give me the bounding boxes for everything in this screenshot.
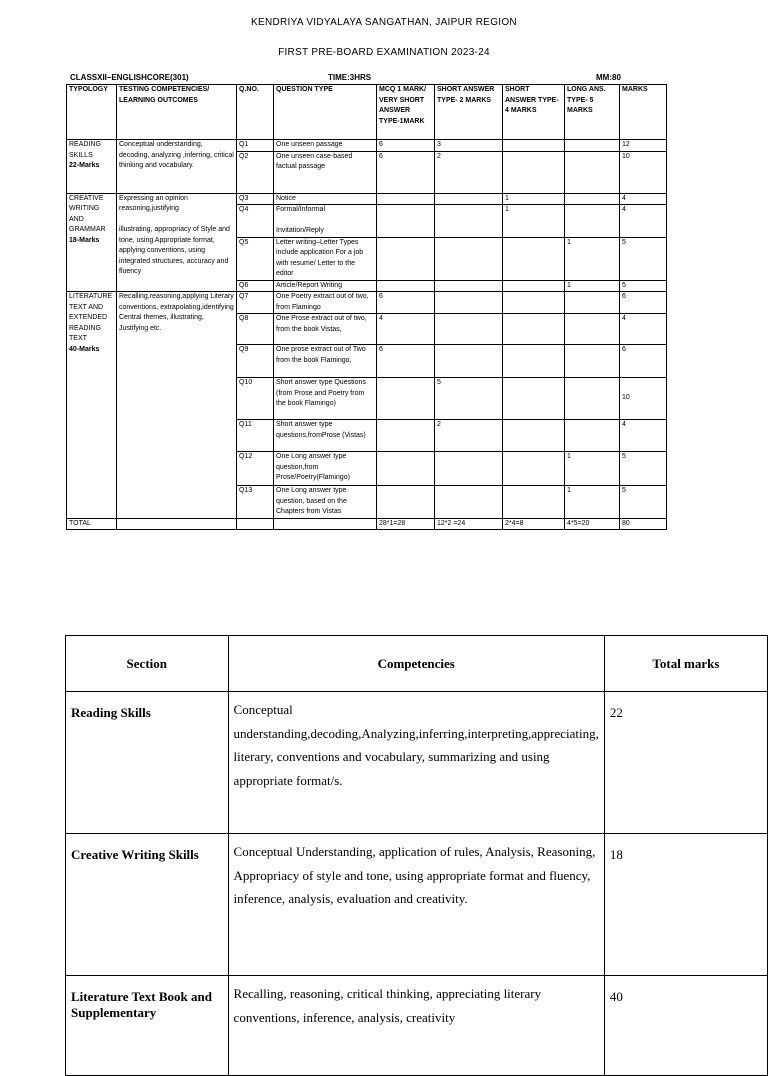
sa4-cell [503,140,565,152]
sa4-cell: 1 [503,193,565,205]
sa2-cell: 3 [435,140,503,152]
summary-header-row [66,636,768,692]
sa2-cell [435,205,503,238]
marks-cell: 10 [620,378,667,420]
la5-cell: 1 [565,486,620,519]
sa2-cell [435,486,503,519]
marks-cell: 4 [620,420,667,452]
la5-cell: 1 [565,280,620,292]
col-marks: MARKS [620,85,667,140]
mcq-cell [377,452,435,486]
sa2-cell [435,345,503,378]
sa4-cell [503,237,565,280]
marks-cell: 12 [620,140,667,152]
table-row [67,292,667,314]
typology-writing: CREATIVE WRITING AND GRAMMAR 18-Marks [67,193,117,292]
marks-cell: 10 [620,151,667,193]
qno-cell: Q10 [237,378,274,420]
col-sa2: SHORT ANSWER TYPE- 2 MARKS [435,85,503,140]
la5-cell: 1 [565,452,620,486]
qno-cell: Q11 [237,420,274,452]
sa2-cell [435,237,503,280]
sa4-cell [503,420,565,452]
total-empty [274,518,377,530]
la5-cell [565,314,620,345]
qno-cell: Q1 [237,140,274,152]
summary-section: Reading Skills [66,692,229,834]
sa4-cell [503,280,565,292]
total-empty [237,518,274,530]
la5-cell [565,292,620,314]
qno-cell: Q9 [237,345,274,378]
mcq-cell [377,420,435,452]
qtype-cell: One unseen case-based factual passage [274,151,377,193]
sa4-cell [503,452,565,486]
total-sa2: 12*2 =24 [435,518,503,530]
typology-reading: READING SKILLS 22-Marks [67,140,117,194]
col-testing: TESTING COMPETENCIES/ LEARNING OUTCOMES [117,85,237,140]
marks-cell: 4 [620,193,667,205]
sa4-cell: 1 [503,205,565,238]
sa2-cell [435,280,503,292]
qtype-cell: One Long answer type question,from Prose/Poetry(Flamingo) [274,452,377,486]
marks-cell: 5 [620,452,667,486]
mcq-cell [377,237,435,280]
total-la5: 4*5=20 [565,518,620,530]
blueprint-table [66,84,667,530]
summary-section: Literature Text Book and Supplementary [66,976,229,1076]
sa2-cell: 2 [435,151,503,193]
sa2-cell [435,193,503,205]
col-sa4: SHORT ANSWER TYPE-4 MARKS [503,85,565,140]
mcq-cell: 6 [377,151,435,193]
qtype-cell: One Poetry extract out of two, from Flamingo [274,292,377,314]
testing-writing: Expressing an opinion reasoning,justifying illustrating, appropriacy of Style and tone, using Appropriate format, applying conventions, using integrated structures, accuracy and fluency [117,193,237,292]
sa2-cell [435,292,503,314]
marks-cell: 4 [620,314,667,345]
summary-total: 18 [604,834,767,976]
sa4-cell [503,314,565,345]
marks-cell: 4 [620,205,667,238]
sa4-cell [503,486,565,519]
testing-literature: Recalling,reasoning,applying Literary conventions, extrapolating,identifying Central themes, illustrating, Justifying etc. [117,292,237,519]
sa2-cell [435,452,503,486]
total-row [67,518,667,530]
summary-row-literature [66,976,768,1076]
qno-cell: Q6 [237,280,274,292]
qno-cell: Q3 [237,193,274,205]
total-empty [117,518,237,530]
qno-cell: Q5 [237,237,274,280]
sa4-cell [503,378,565,420]
summary-competencies: Recalling, reasoning, critical thinking, appreciating literary conventions, inference, analysis, creativity [228,976,604,1076]
mcq-cell [377,205,435,238]
summary-row-writing [66,834,768,976]
sa4-cell [503,151,565,193]
mcq-cell [377,378,435,420]
marks-cell: 6 [620,292,667,314]
col-mcq: MCQ 1 MARK/ VERY SHORT ANSWER TYPE-1MARK [377,85,435,140]
summary-table [65,635,768,1076]
school-title: KENDRIYA VIDYALAYA SANGATHAN, JAIPUR REGION [251,17,517,28]
col-qno: Q.NO. [237,85,274,140]
marks-cell: 5 [620,237,667,280]
sa2-cell: 5 [435,378,503,420]
mcq-cell: 6 [377,292,435,314]
marks-cell: 6 [620,345,667,378]
mcq-cell [377,486,435,519]
sa2-cell [435,314,503,345]
qtype-cell: Formal/Informal Invitation/Reply [274,205,377,238]
summary-total: 22 [604,692,767,834]
sa4-cell [503,292,565,314]
qno-cell: Q4 [237,205,274,238]
typology-literature: LITERATURE TEXT AND EXTENDED READING TEXT 40-Marks [67,292,117,519]
mcq-cell: 6 [377,345,435,378]
sa2-cell: 2 [435,420,503,452]
sa4-cell [503,345,565,378]
total-label: TOTAL [67,518,117,530]
la5-cell [565,378,620,420]
qtype-cell: Short answer type Questions (from Prose and Poetry from the book Flamingo) [274,378,377,420]
marks-cell: 5 [620,486,667,519]
summary-col-section: Section [66,636,229,692]
qno-cell: Q7 [237,292,274,314]
col-typology: TYPOLOGY [67,85,117,140]
qno-cell: Q12 [237,452,274,486]
summary-total: 40 [604,976,767,1076]
la5-cell [565,193,620,205]
total-marks: 80 [620,518,667,530]
mcq-cell [377,280,435,292]
table-row [67,193,667,205]
mcq-cell: 4 [377,314,435,345]
qtype-cell: Article/Report Writing [274,280,377,292]
qtype-cell: One Long answer type question, based on the Chapters from Vistas [274,486,377,519]
qtype-cell: One unseen passage [274,140,377,152]
col-question-type: QUESTION TYPE [274,85,377,140]
col-la5: LONG ANS. TYPE- 5 MARKS [565,85,620,140]
la5-cell [565,345,620,378]
qno-cell: Q2 [237,151,274,193]
mcq-cell: 6 [377,140,435,152]
table-row [67,140,667,152]
summary-col-competencies: Competencies [228,636,604,692]
la5-cell [565,205,620,238]
summary-col-total: Total marks [604,636,767,692]
la5-cell: 1 [565,237,620,280]
total-sa4: 2*4=8 [503,518,565,530]
la5-cell [565,420,620,452]
exam-time: TIME:3HRS [328,73,372,82]
marks-cell: 5 [620,280,667,292]
summary-competencies: Conceptual Understanding, application of rules, Analysis, Reasoning, Appropriacy of style and tone, using appropriate format and fluency, inference, analysis, evaluation and creativity. [228,834,604,976]
qtype-cell: Letter writing–Letter Types include application For a job with resume/ Letter to the editor [274,237,377,280]
summary-row-reading [66,692,768,834]
mcq-cell [377,193,435,205]
la5-cell [565,140,620,152]
testing-reading: Conceptual understanding, decoding, analyzing ,inferring, critical thinking and vocabulary. [117,140,237,194]
summary-section: Creative Writing Skills [66,834,229,976]
la5-cell [565,151,620,193]
qno-cell: Q8 [237,314,274,345]
total-mcq: 28*1=28 [377,518,435,530]
qno-cell: Q13 [237,486,274,519]
qtype-cell: Notice [274,193,377,205]
qtype-cell: One prose extract out of Two from the book Flamingo, [274,345,377,378]
summary-competencies: Conceptual understanding,decoding,Analyzing,inferring,interpreting,appreciating, literary, conventions and vocabulary, summarizing and using appropriate format/s. [228,692,604,834]
class-subject: CLASSXII–ENGLISHCORE(301) [70,73,189,82]
blueprint-header-row [67,85,667,140]
max-marks: MM:80 [596,73,621,82]
qtype-cell: One Prose extract out of two, from the book Vistas, [274,314,377,345]
qtype-cell: Short answer type questions,fromProse (Vistas) [274,420,377,452]
exam-title: FIRST PRE-BOARD EXAMINATION 2023-24 [278,47,490,58]
